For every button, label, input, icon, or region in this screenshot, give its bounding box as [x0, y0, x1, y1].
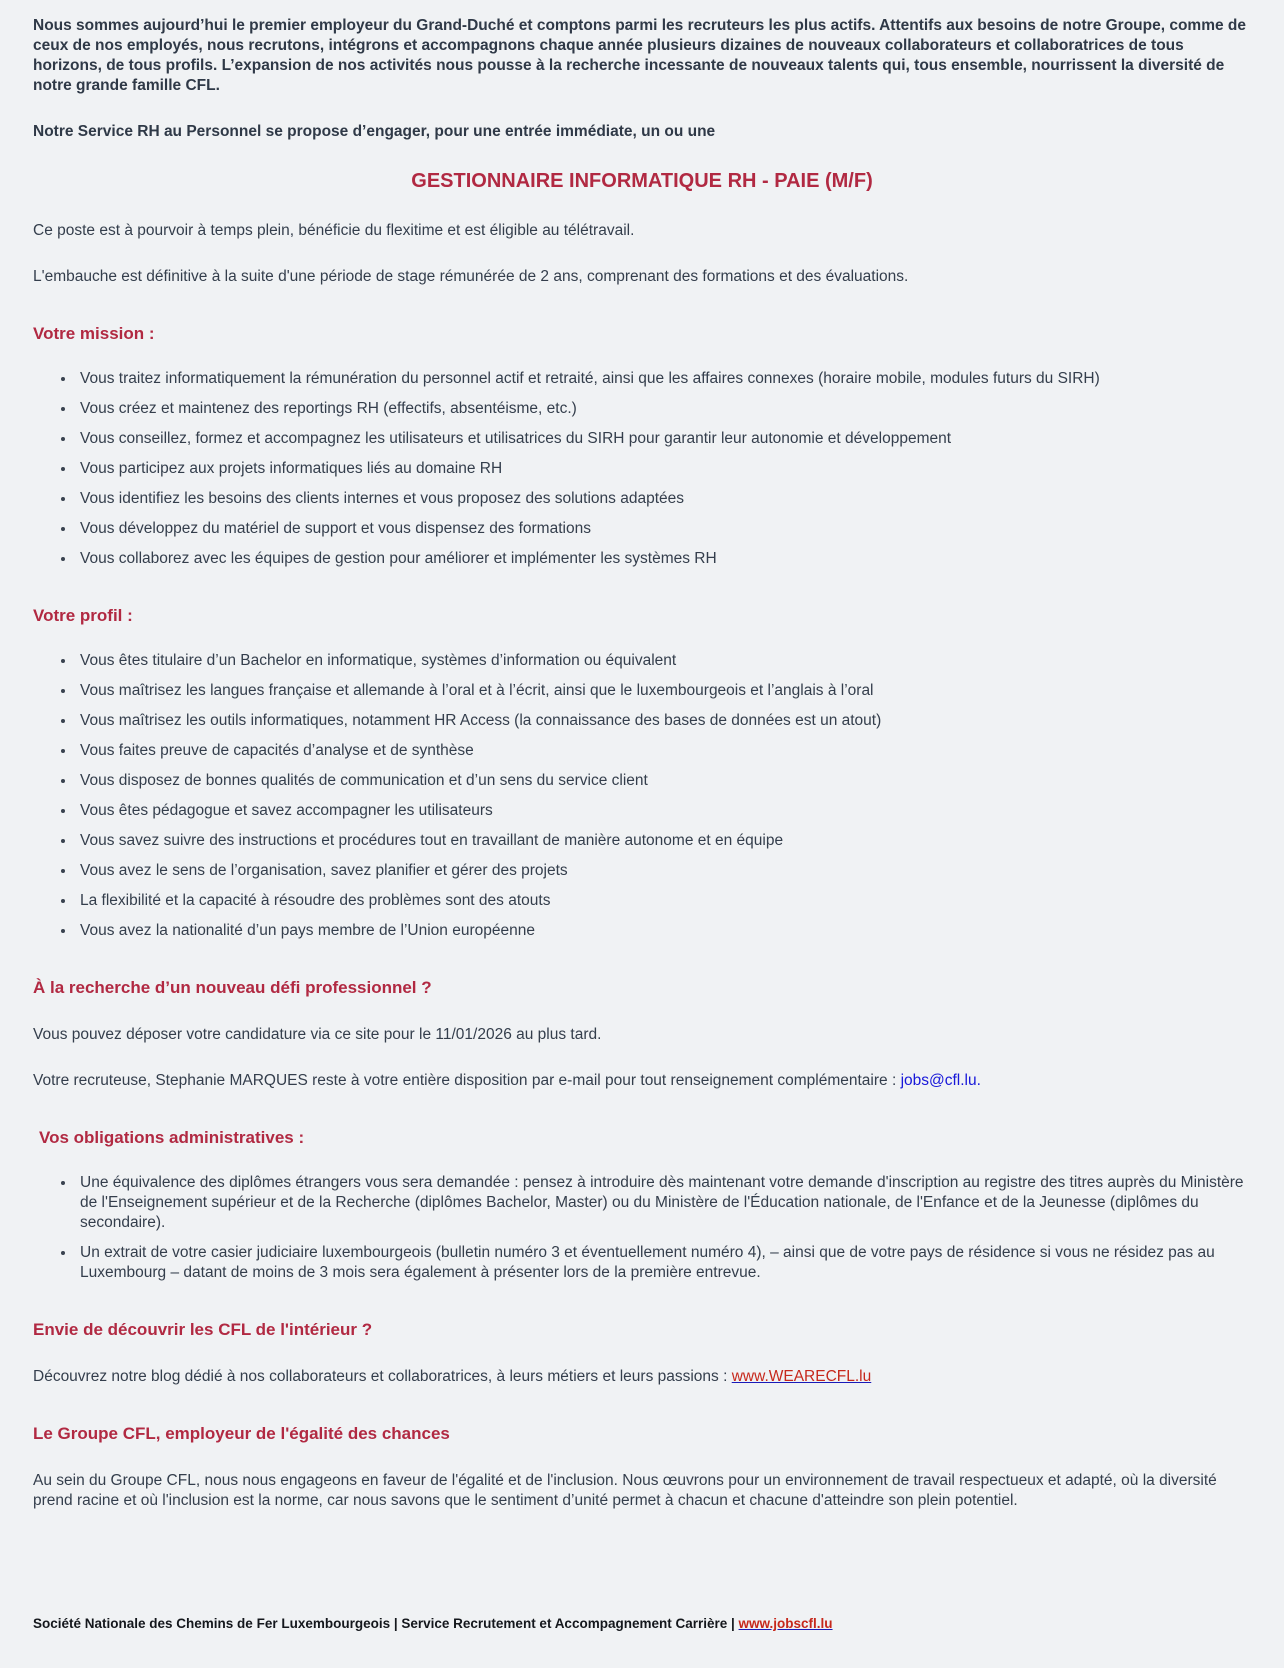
- obligations-heading: Vos obligations administratives :: [39, 1128, 305, 1147]
- lead-paragraph-probation: L'embauche est définitive à la suite d'une période de stage rémunérée de 2 ans, comprenant des formations et des évaluations.: [33, 268, 909, 285]
- blog-heading: Envie de découvrir les CFL de l'intérieur ?: [33, 1320, 373, 1339]
- wearecfl-link[interactable]: www.WEARECFL.lu: [731, 1368, 872, 1385]
- recruiter-paragraph: [33, 1071, 1251, 1091]
- mission-item: Vous traitez informatiquement la rémunération du personnel actif et retraité, ainsi que les affaires connexes (horaire mobile, modules futurs du SIRH): [80, 369, 1251, 389]
- obligations-item: Une équivalence des diplômes étrangers vous sera demandée : pensez à introduire dès maintenant votre demande d'inscription au registre des titres auprès du Ministère de l'Enseignement supérieur et de la Recherche (diplômes Bachelor, Master) ou du Ministère de l'Éducation nationale, de l'Enfance et de la Jeunesse (diplômes du secondaire).: [80, 1173, 1251, 1233]
- profil-item: Vous êtes titulaire d’un Bachelor en informatique, systèmes d’information ou équivalent: [80, 651, 1251, 671]
- intro-engagement-paragraph: Notre Service RH au Personnel se propose d’engager, pour une entrée immédiate, un ou une: [33, 123, 716, 140]
- profil-item: La flexibilité et la capacité à résoudre des problèmes sont des atouts: [80, 891, 1251, 911]
- mission-item: Vous développez du matériel de support et vous dispensez des formations: [80, 519, 1251, 539]
- jobscfl-link[interactable]: www.jobscfl.lu: [738, 1616, 833, 1631]
- job-title: GESTIONNAIRE INFORMATIQUE RH - PAIE (M/F): [411, 170, 873, 192]
- mission-heading: Votre mission :: [33, 324, 155, 343]
- equality-heading: Le Groupe CFL, employeur de l'égalité des chances: [33, 1424, 450, 1443]
- mission-item: Vous créez et maintenez des reportings RH (effectifs, absentéisme, etc.): [80, 399, 1251, 419]
- footer: [33, 1615, 833, 1632]
- blog-text: Découvrez notre blog dédié à nos collaborateurs et collaboratrices, à leurs métiers et leurs passions :: [33, 1368, 732, 1385]
- mission-item: Vous identifiez les besoins des clients internes et vous proposez des solutions adaptées: [80, 489, 1251, 509]
- footer-text: Société Nationale des Chemins de Fer Luxembourgeois | Service Recrutement et Accompagnement Carrière |: [33, 1616, 739, 1631]
- profil-heading: Votre profil :: [33, 606, 133, 625]
- mission-item: Vous collaborez avec les équipes de gestion pour améliorer et implémenter les systèmes RH: [80, 549, 1251, 569]
- profil-item: Vous savez suivre des instructions et procédures tout en travaillant de manière autonome et en équipe: [80, 831, 1251, 851]
- lead-paragraph-fulltime: Ce poste est à pourvoir à temps plein, bénéficie du flexitime et est éligible au télétravail.: [33, 222, 635, 239]
- intro-paragraph: Nous sommes aujourd’hui le premier employeur du Grand-Duché et comptons parmi les recruteurs les plus actifs. Attentifs aux besoins de notre Groupe, comme de ceux de nos employés, nous recrutons, intégrons et accompagnons chaque année plusieurs dizaines de nouveaux collaborateurs et collaboratrices de tous horizons, de tous profils. L’expansion de nos activités nous pousse à la recherche incessante de nouveaux talents qui, tous ensemble, nourrissent la diversité de notre grande famille CFL.: [33, 17, 1247, 94]
- blog-paragraph: [33, 1367, 1251, 1387]
- mission-item: Vous participez aux projets informatiques liés au domaine RH: [80, 459, 1251, 479]
- profil-item: Vous avez le sens de l’organisation, savez planifier et gérer des projets: [80, 861, 1251, 881]
- email-link[interactable]: jobs@cfl.lu.: [900, 1072, 981, 1089]
- profil-item: Vous avez la nationalité d’un pays membre de l’Union européenne: [80, 921, 1251, 941]
- profil-item: Vous êtes pédagogue et savez accompagner les utilisateurs: [80, 801, 1251, 821]
- profil-item: Vous maîtrisez les langues française et allemande à l’oral et à l’écrit, ainsi que le luxembourgeois et l’anglais à l’oral: [80, 681, 1251, 701]
- recruiter-text: Votre recruteuse, Stephanie MARQUES reste à votre entière disposition par e-mail pour tout renseignement complémentaire :: [33, 1072, 901, 1089]
- apply-heading: À la recherche d’un nouveau défi professionnel ?: [33, 978, 432, 997]
- profil-item: Vous maîtrisez les outils informatiques, notamment HR Access (la connaissance des bases de données est un atout): [80, 711, 1251, 731]
- profil-item: Vous disposez de bonnes qualités de communication et d’un sens du service client: [80, 771, 1251, 791]
- apply-deadline-paragraph: Vous pouvez déposer votre candidature via ce site pour le 11/01/2026 au plus tard.: [33, 1026, 602, 1043]
- profil-list: [33, 651, 1251, 941]
- equality-paragraph: Au sein du Groupe CFL, nous nous engageons en faveur de l'égalité et de l'inclusion. Nous œuvrons pour un environnement de travail respectueux et adapté, où la diversité prend racine et où l'inclusion est la norme, car nous savons que le sentiment d’unité permet à chacun et chacune d'atteindre son plein potentiel.: [33, 1472, 1217, 1509]
- mission-item: Vous conseillez, formez et accompagnez les utilisateurs et utilisatrices du SIRH pour garantir leur autonomie et développement: [80, 429, 1251, 449]
- mission-list: [33, 369, 1251, 569]
- obligations-list: [33, 1173, 1251, 1283]
- profil-item: Vous faites preuve de capacités d’analyse et de synthèse: [80, 741, 1251, 761]
- obligations-item: Un extrait de votre casier judiciaire luxembourgeois (bulletin numéro 3 et éventuellement numéro 4), – ainsi que de votre pays de résidence si vous ne résidez pas au Luxembourg – datant de moins de 3 mois sera également à présenter lors de la première entrevue.: [80, 1243, 1251, 1283]
